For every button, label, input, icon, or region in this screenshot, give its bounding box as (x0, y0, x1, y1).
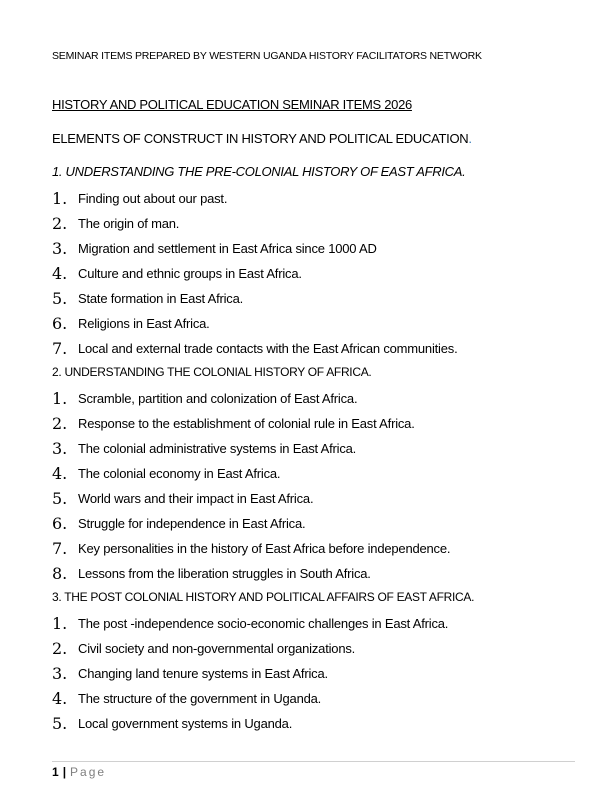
list-item (52, 336, 458, 361)
item-text: Culture and ethnic groups in East Africa. (78, 266, 302, 281)
item-text: State formation in East Africa. (78, 291, 244, 306)
item-text: The post -independence socio-economic challenges in East Africa. (78, 616, 449, 631)
list-item (52, 436, 450, 461)
item-text: Scramble, partition and colonization of East Africa. (78, 391, 358, 406)
section-heading-precolonial: 1. UNDERSTANDING THE PRE-COLONIAL HISTORY OF EAST AFRICA. (52, 164, 466, 179)
list-item (52, 211, 458, 236)
item-number: 4. (52, 689, 68, 708)
item-number: 3. (52, 439, 68, 458)
section-heading-colonial: 2. UNDERSTANDING THE COLONIAL HISTORY OF AFRICA. (52, 365, 372, 379)
item-number: 2. (52, 414, 68, 433)
page-footer (52, 765, 106, 779)
item-number: 1. (52, 189, 68, 208)
item-text: Response to the establishment of colonial rule in East Africa. (78, 416, 415, 431)
list-item (52, 186, 458, 211)
item-number: 6. (52, 314, 68, 333)
item-text: The structure of the government in Uganda. (78, 691, 322, 706)
item-text: Local and external trade contacts with the East African communities. (78, 341, 458, 356)
item-number: 6. (52, 514, 68, 533)
subtitle-period: . (468, 131, 472, 146)
item-number: 3. (52, 239, 68, 258)
item-number: 2. (52, 639, 68, 658)
list-item (52, 711, 448, 736)
item-number: 7. (52, 339, 68, 358)
item-text: Local government systems in Uganda. (78, 716, 293, 731)
list-item (52, 461, 450, 486)
item-number: 1. (52, 389, 68, 408)
list-item (52, 236, 458, 261)
list-item (52, 411, 450, 436)
item-text: Changing land tenure systems in East Africa. (78, 666, 328, 681)
item-text: Finding out about our past. (78, 191, 228, 206)
footer-divider (52, 761, 575, 762)
item-number: 4. (52, 264, 68, 283)
list-item (52, 386, 450, 411)
item-number: 4. (52, 464, 68, 483)
list-item (52, 261, 458, 286)
item-text: Civil society and non-governmental organizations. (78, 641, 356, 656)
list-item (52, 511, 450, 536)
colonial-topics-list (52, 386, 450, 586)
item-text: The colonial administrative systems in East Africa. (78, 441, 357, 456)
item-number: 2. (52, 214, 68, 233)
item-text: World wars and their impact in East Africa. (78, 491, 314, 506)
list-item (52, 536, 450, 561)
item-number: 7. (52, 539, 68, 558)
list-item (52, 486, 450, 511)
item-number: 1. (52, 614, 68, 633)
list-item (52, 561, 450, 586)
item-text: Lessons from the liberation struggles in South Africa. (78, 566, 371, 581)
list-item (52, 686, 448, 711)
section-heading-postcolonial: 3. THE POST COLONIAL HISTORY AND POLITICAL AFFAIRS OF EAST AFRICA. (52, 590, 475, 604)
list-item (52, 286, 458, 311)
item-text: The colonial economy in East Africa. (78, 466, 281, 481)
list-item (52, 311, 458, 336)
list-item (52, 661, 448, 686)
list-item (52, 636, 448, 661)
page-number: 1 (52, 765, 59, 779)
postcolonial-topics-list (52, 611, 448, 736)
item-text: The origin of man. (78, 216, 180, 231)
item-text: Migration and settlement in East Africa since 1000 AD (78, 241, 377, 256)
page-header: SEMINAR ITEMS PREPARED BY WESTERN UGANDA HISTORY FACILITATORS NETWORK (52, 50, 482, 62)
document-title: HISTORY AND POLITICAL EDUCATION SEMINAR ITEMS 2026 (52, 97, 412, 112)
item-text: Religions in East Africa. (78, 316, 210, 331)
document-subtitle (52, 131, 472, 146)
precolonial-topics-list (52, 186, 458, 361)
page-label: Page (70, 765, 107, 779)
item-number: 5. (52, 714, 68, 733)
subtitle-text: ELEMENTS OF CONSTRUCT IN HISTORY AND POLITICAL EDUCATION (52, 131, 469, 146)
footer-separator: | (62, 765, 67, 779)
item-text: Key personalities in the history of East Africa before independence. (78, 541, 451, 556)
item-number: 5. (52, 289, 68, 308)
list-item (52, 611, 448, 636)
item-number: 3. (52, 664, 68, 683)
item-number: 5. (52, 489, 68, 508)
item-text: Struggle for independence in East Africa. (78, 516, 306, 531)
item-number: 8. (52, 564, 68, 583)
